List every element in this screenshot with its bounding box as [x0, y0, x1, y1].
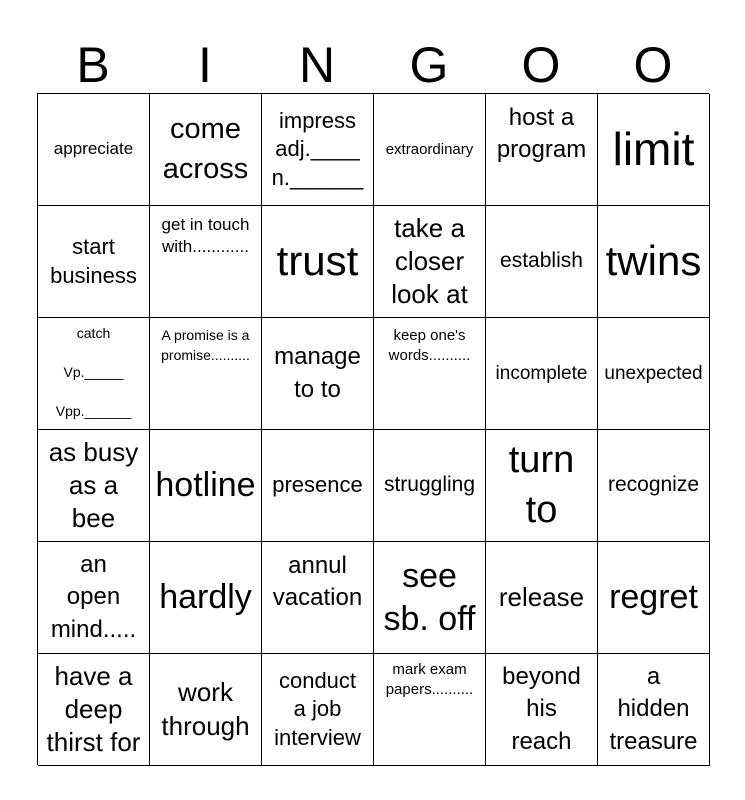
cell-text: annul vacation — [272, 552, 363, 612]
cell-text: twins — [605, 237, 702, 285]
cell-text: struggling — [383, 473, 476, 497]
cell-text: hardly — [159, 578, 252, 617]
header-letter-i: I — [198, 37, 212, 93]
cell-text: an open mind..... — [50, 550, 137, 643]
bingo-cell[interactable] — [38, 94, 150, 206]
header-letter-o: O — [521, 37, 561, 93]
cell-text: catch Vp._____ Vpp.______ — [55, 325, 132, 419]
cell-text: hotline — [155, 466, 256, 505]
bingo-cell[interactable] — [374, 318, 486, 430]
bingo-cell[interactable] — [598, 654, 710, 766]
bingo-cell[interactable] — [374, 206, 486, 318]
cell-text: host a program — [496, 104, 587, 164]
bingo-cell[interactable] — [150, 430, 262, 542]
bingo-cell[interactable] — [262, 542, 374, 654]
cell-text: come across — [162, 113, 249, 185]
bingo-cell[interactable] — [38, 654, 150, 766]
bingo-cell[interactable] — [486, 206, 598, 318]
cell-text: presence — [272, 472, 363, 498]
cell-text: take a closer look at — [391, 212, 468, 310]
header-letter-b: B — [76, 37, 110, 93]
bingo-cell[interactable] — [486, 542, 598, 654]
cell-text: see sb. off — [383, 557, 476, 638]
bingo-cell[interactable] — [374, 654, 486, 766]
cell-text: limit — [612, 123, 695, 176]
cell-text: start business — [50, 233, 137, 288]
bingo-cell[interactable] — [486, 654, 598, 766]
cell-text: mark exam papers.......... — [385, 661, 474, 698]
bingo-cell[interactable] — [486, 430, 598, 542]
bingo-cell[interactable] — [262, 654, 374, 766]
bingo-cell[interactable] — [262, 94, 374, 206]
bingo-cell[interactable] — [598, 94, 710, 206]
cell-text: regret — [609, 578, 698, 617]
cell-text: trust — [276, 237, 359, 285]
cell-text: get in touch with............ — [161, 215, 250, 257]
cell-text: establish — [500, 249, 583, 273]
cell-text: appreciate — [53, 139, 134, 159]
cell-text: impress adj.____ n.______ — [271, 107, 364, 190]
header-letter-o-2: O — [633, 37, 673, 93]
bingo-cell[interactable] — [486, 94, 598, 206]
bingo-cell[interactable] — [262, 318, 374, 430]
bingo-cell[interactable] — [374, 542, 486, 654]
cell-text: conduct a job interview — [274, 667, 361, 750]
header-letter-n: N — [298, 37, 336, 93]
cell-text: keep one's words.......... — [388, 327, 471, 364]
bingo-cell[interactable] — [150, 654, 262, 766]
cell-text: as busy as a bee — [48, 436, 139, 534]
bingo-header — [37, 36, 709, 94]
cell-text: extraordinary — [385, 140, 474, 158]
bingo-cell[interactable] — [598, 318, 710, 430]
bingo-cell[interactable] — [262, 430, 374, 542]
bingo-cell[interactable] — [38, 206, 150, 318]
bingo-cell[interactable] — [150, 206, 262, 318]
bingo-grid — [37, 93, 709, 765]
bingo-cell[interactable] — [598, 206, 710, 318]
bingo-cell[interactable] — [150, 94, 262, 206]
bingo-cell[interactable] — [374, 94, 486, 206]
cell-text: unexpected — [604, 362, 703, 384]
bingo-cell[interactable] — [262, 206, 374, 318]
bingo-cell[interactable] — [38, 542, 150, 654]
cell-text: recognize — [607, 473, 700, 497]
cell-text: release — [498, 581, 585, 612]
bingo-cell[interactable] — [38, 430, 150, 542]
bingo-cell[interactable] — [598, 430, 710, 542]
bingo-cell[interactable] — [598, 542, 710, 654]
bingo-cell[interactable] — [150, 318, 262, 430]
header-letter-g: G — [409, 37, 449, 93]
cell-text: a hidden treasure — [609, 662, 698, 755]
cell-text: have a deep thirst for — [46, 660, 141, 758]
bingo-cell[interactable] — [150, 542, 262, 654]
cell-text: work through — [161, 677, 250, 741]
bingo-cell[interactable] — [486, 318, 598, 430]
cell-text: A promise is a promise.......... — [161, 327, 250, 363]
cell-text: turn to — [508, 439, 575, 531]
bingo-cell[interactable] — [38, 318, 150, 430]
cell-text: incomplete — [495, 362, 588, 384]
cell-text: manage to to — [274, 343, 361, 403]
bingo-cell[interactable] — [374, 430, 486, 542]
cell-text: beyond his reach — [502, 662, 581, 755]
